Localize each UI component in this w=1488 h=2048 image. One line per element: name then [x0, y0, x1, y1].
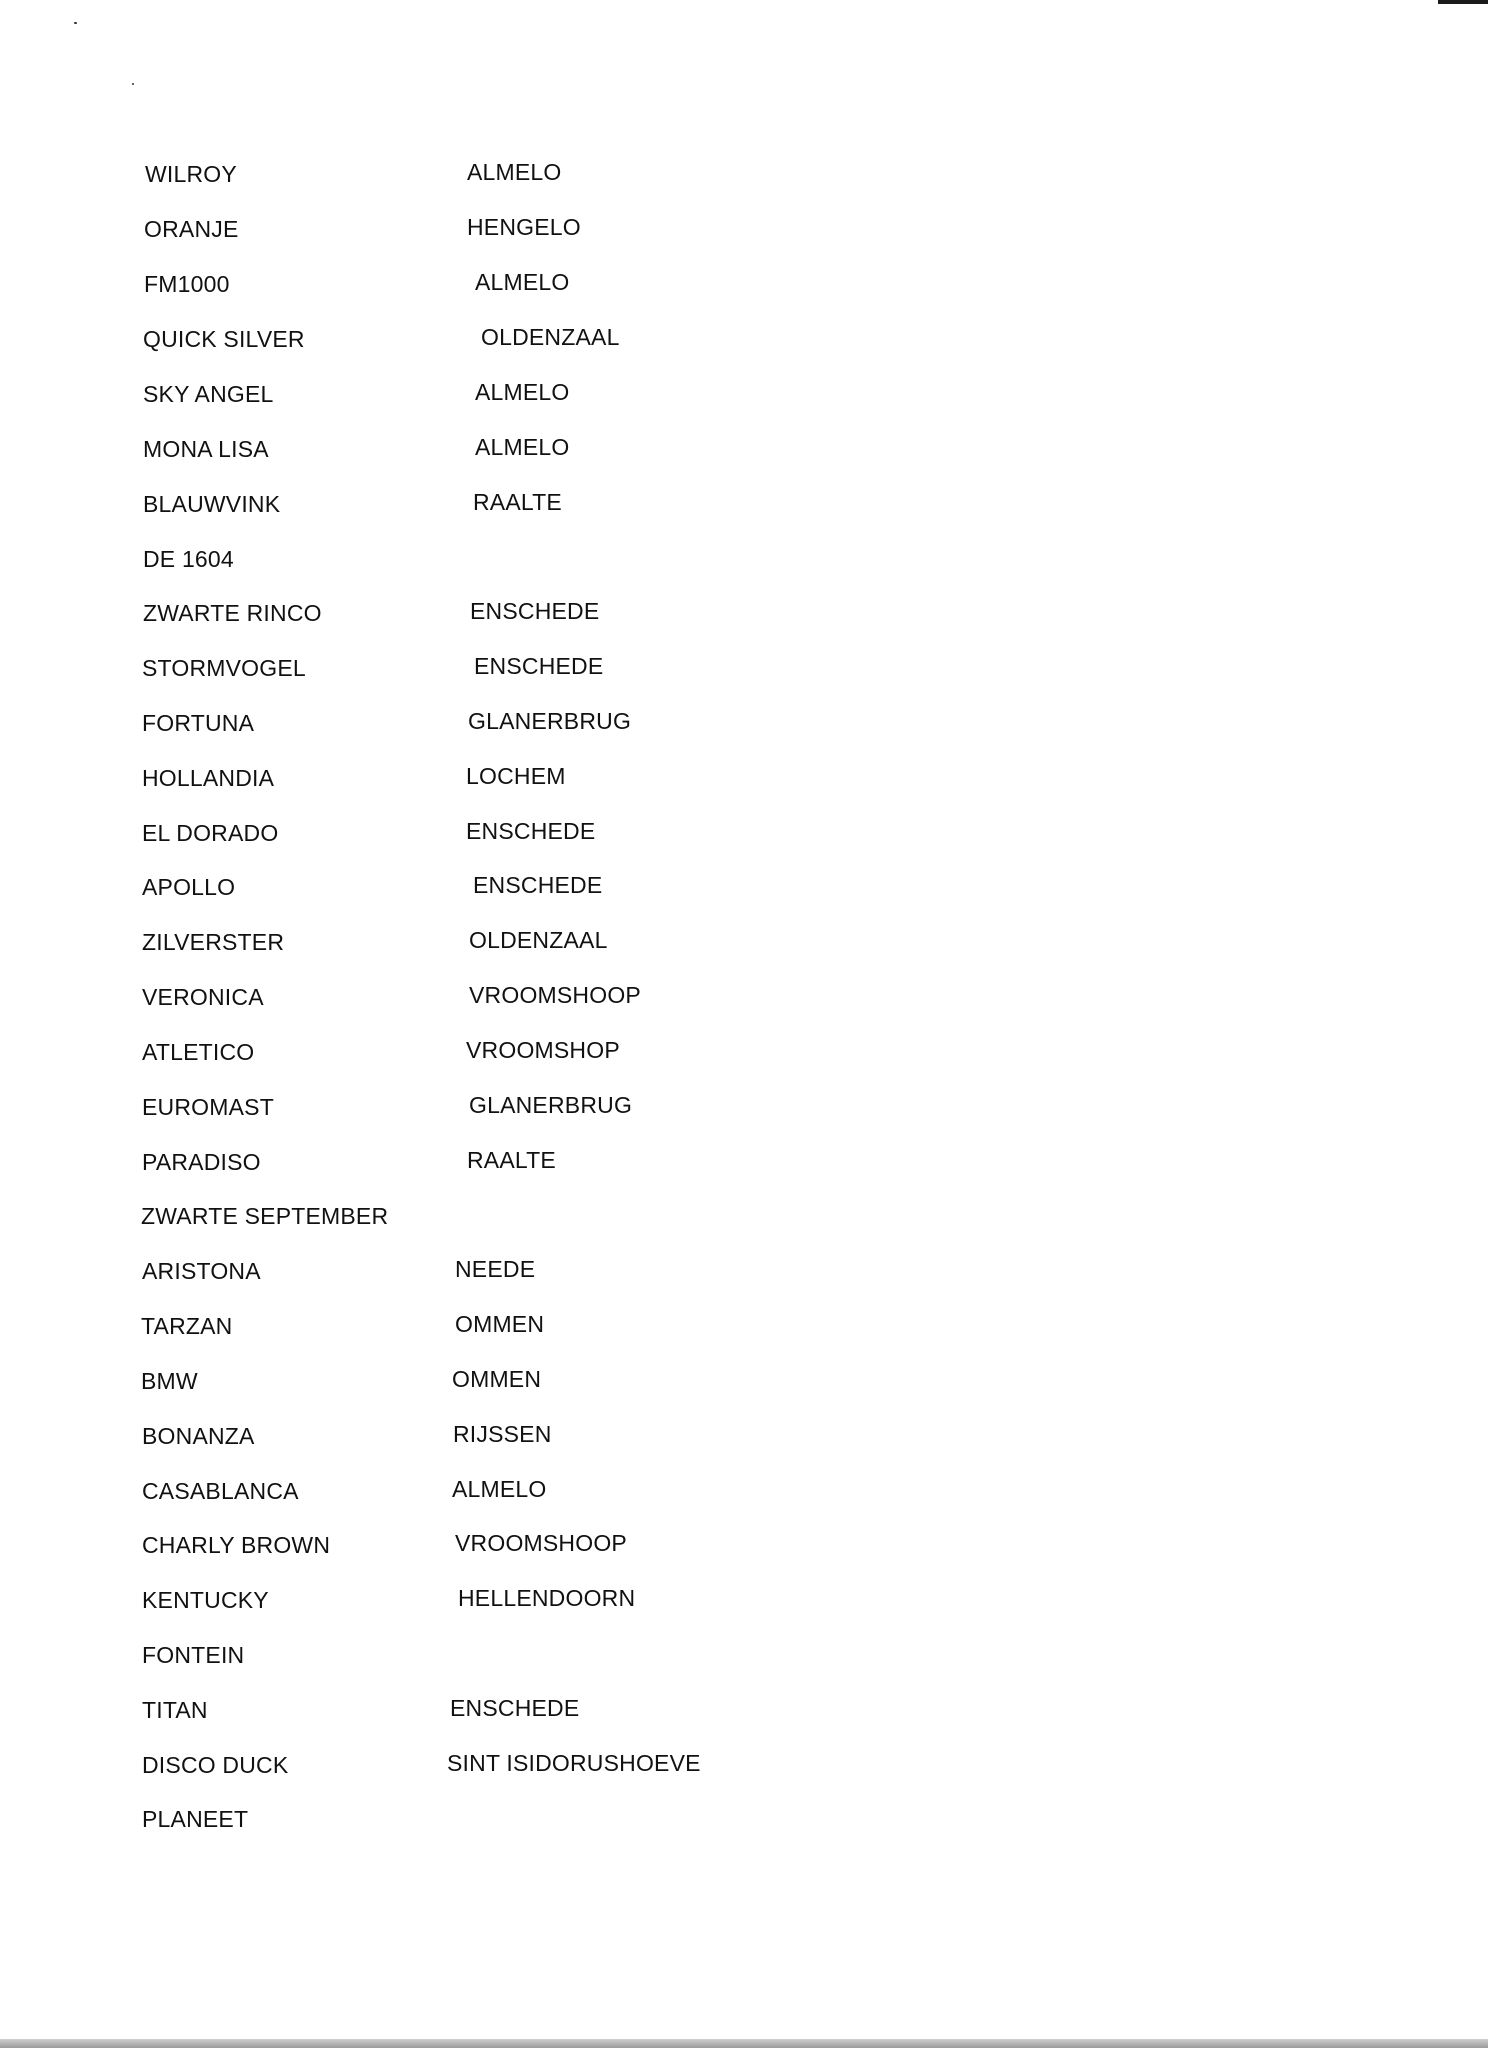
entry-city: VROOMSHOOP — [455, 1530, 627, 1556]
list-item — [0, 1038, 1488, 1078]
list-item — [0, 1531, 1488, 1571]
entry-city: ENSCHEDE — [473, 872, 603, 898]
entry-name: ZILVERSTER — [142, 929, 285, 955]
entry-name: SKY ANGEL — [143, 381, 274, 407]
entry-city: VROOMSHOP — [466, 1037, 620, 1063]
entry-name: ARISTONA — [142, 1258, 261, 1284]
entry-city: RIJSSEN — [453, 1421, 552, 1447]
entry-city: HELLENDOORN — [458, 1585, 636, 1611]
scan-edge — [0, 2039, 1488, 2048]
entry-name: FM1000 — [144, 271, 230, 297]
entry-name: APOLLO — [142, 874, 236, 900]
list-item — [0, 1696, 1488, 1736]
list-item — [0, 270, 1488, 310]
entry-name: FORTUNA — [142, 710, 255, 736]
list-item — [0, 160, 1488, 200]
entry-city: ENSCHEDE — [450, 1695, 580, 1721]
entry-city: OMMEN — [455, 1311, 545, 1337]
entry-city: ALMELO — [475, 434, 570, 460]
list-item — [0, 380, 1488, 420]
entry-name: FONTEIN — [142, 1642, 245, 1668]
entry-name: QUICK SILVER — [143, 326, 305, 352]
list-item — [0, 1751, 1488, 1791]
entry-name: KENTUCKY — [142, 1587, 269, 1613]
list-item — [0, 1586, 1488, 1626]
entry-name: TARZAN — [141, 1313, 233, 1339]
list-item — [0, 983, 1488, 1023]
list-item — [0, 490, 1488, 530]
list-item — [0, 545, 1488, 585]
entry-city: GLANERBRUG — [469, 1092, 633, 1118]
list-item — [0, 435, 1488, 475]
list-item — [0, 1641, 1488, 1681]
entry-name: PLANEET — [142, 1806, 249, 1832]
entry-city: LOCHEM — [466, 763, 566, 789]
entry-city: VROOMSHOOP — [469, 982, 641, 1008]
list-item — [0, 819, 1488, 859]
entry-city: OLDENZAAL — [481, 324, 620, 350]
entry-name: EL DORADO — [142, 820, 279, 846]
entry-name: MONA LISA — [143, 436, 269, 462]
entry-city: SINT ISIDORUSHOEVE — [447, 1750, 701, 1776]
entry-name: STORMVOGEL — [142, 655, 306, 681]
entry-city: ALMELO — [475, 269, 570, 295]
list-item — [0, 1367, 1488, 1407]
entry-city: ALMELO — [452, 1476, 547, 1502]
entry-name: CASABLANCA — [142, 1478, 299, 1504]
list-item — [0, 654, 1488, 694]
list-item — [0, 1202, 1488, 1242]
entry-city: RAALTE — [467, 1147, 556, 1173]
entry-name: HOLLANDIA — [142, 765, 275, 791]
list-item — [0, 873, 1488, 913]
entry-city: OMMEN — [452, 1366, 542, 1392]
entry-name: ZWARTE SEPTEMBER — [141, 1203, 389, 1229]
list-item — [0, 1148, 1488, 1188]
entry-name: ORANJE — [144, 216, 239, 242]
list-item — [0, 1422, 1488, 1462]
list-item — [0, 1312, 1488, 1352]
entry-name: TITAN — [142, 1697, 208, 1723]
list-item — [0, 928, 1488, 968]
entry-name: DE 1604 — [143, 546, 234, 572]
entry-city: ENSCHEDE — [466, 818, 596, 844]
entry-city: ENSCHEDE — [470, 598, 600, 624]
list-item — [0, 1805, 1488, 1845]
entry-name: BONANZA — [142, 1423, 255, 1449]
entry-city: ALMELO — [475, 379, 570, 405]
entry-name: PARADISO — [142, 1149, 261, 1175]
list-item — [0, 215, 1488, 255]
entry-city: OLDENZAAL — [469, 927, 608, 953]
list-item — [0, 1257, 1488, 1297]
entry-city: RAALTE — [473, 489, 562, 515]
list-item — [0, 1093, 1488, 1133]
entry-city: NEEDE — [455, 1256, 536, 1282]
entry-name: BLAUWVINK — [143, 491, 281, 517]
entry-name: VERONICA — [142, 984, 264, 1010]
entry-name: WILROY — [145, 161, 237, 187]
list-item — [0, 325, 1488, 365]
entry-name: BMW — [141, 1368, 198, 1394]
entry-name: CHARLY BROWN — [142, 1532, 331, 1558]
entry-name: EUROMAST — [142, 1094, 274, 1120]
list-item — [0, 1477, 1488, 1517]
list-item — [0, 764, 1488, 804]
entry-city: ALMELO — [467, 159, 562, 185]
entry-city: ENSCHEDE — [474, 653, 604, 679]
list-item — [0, 599, 1488, 639]
entry-name: DISCO DUCK — [142, 1752, 289, 1778]
entry-city: GLANERBRUG — [468, 708, 632, 734]
entry-name: ZWARTE RINCO — [143, 600, 322, 626]
entry-name: ATLETICO — [142, 1039, 255, 1065]
entry-city: HENGELO — [467, 214, 581, 240]
list-item — [0, 709, 1488, 749]
